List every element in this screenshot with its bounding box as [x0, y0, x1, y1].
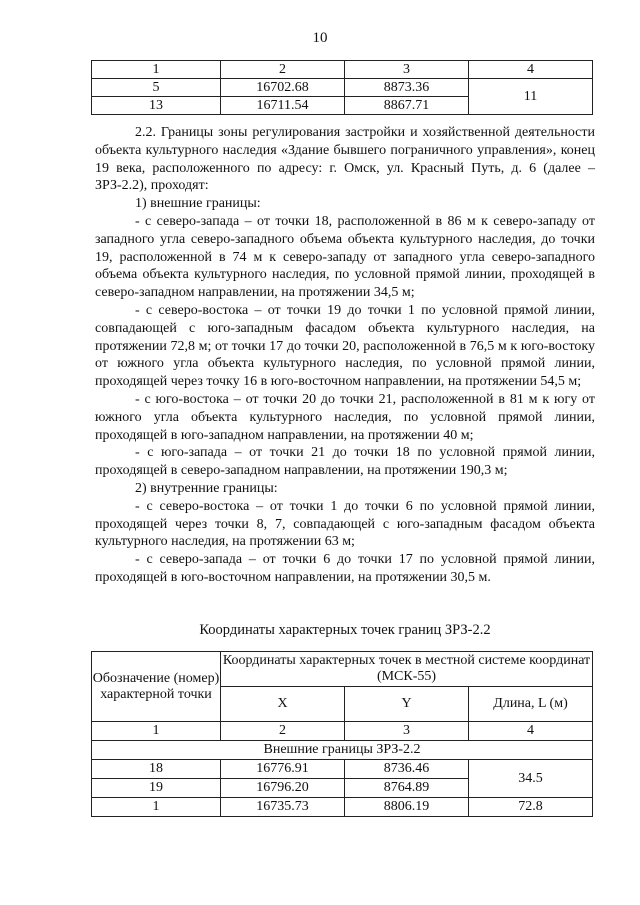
continued-coordinates-table — [91, 60, 593, 115]
section-title: Внешние границы ЗРЗ-2.2 — [92, 741, 593, 760]
coordinates-group-header: Координаты характерных точек в местной системе координат (МСК-55) — [221, 652, 593, 687]
coord-y: 8873.36 — [345, 79, 469, 97]
coord-x: 16796.20 — [221, 779, 345, 798]
paragraph-inner-northwest: - с северо-запада – от точки 6 до точки 17 по условной прямой линии, проходящей в юго-восточном направлении, на протяжении 30,5 м. — [95, 552, 595, 585]
x-column-header: X — [221, 687, 345, 722]
column-number-4: 4 — [469, 722, 593, 741]
column-number-3: 3 — [345, 61, 469, 79]
boundary-description — [95, 124, 595, 587]
paragraph-southeast: - с юго-востока – от точки 20 до точки 21, расположенной в 81 м к югу от южного угла объекта культурного наследия, по условной прямой линии, проходящей в юго-западном направлении, на протяжении 40 м; — [95, 391, 595, 443]
point-designation-header: Обозначение (номер) характерной точки — [92, 652, 221, 722]
coord-x: 16702.68 — [221, 79, 345, 97]
point-number: 13 — [92, 97, 221, 115]
length-column-header: Длина, L (м) — [469, 687, 593, 722]
table-row — [92, 798, 593, 817]
paragraph-southwest: - с юго-запада – от точки 21 до точки 18 по условной прямой линии, проходящей в северо-западном направлении, на протяжении 190,3 м; — [95, 445, 595, 479]
coord-x: 16735.73 — [221, 798, 345, 817]
coord-y: 8764.89 — [345, 779, 469, 798]
coord-y: 8867.71 — [345, 97, 469, 115]
column-number-1: 1 — [92, 722, 221, 741]
section-title-row — [92, 741, 593, 760]
section-intro-paragraph: 2.2. Границы зоны регулирования застройки и хозяйственной деятельности объекта культурного наследия «Здание бывшего пограничного управления», конец 19 века, расположенного по адресу: г. Омск, ул. Красный Путь, д. 6 (далее – ЗРЗ-2.2), проходят: — [95, 125, 595, 194]
column-number-2: 2 — [221, 722, 345, 741]
point-number: 5 — [92, 79, 221, 97]
point-number: 18 — [92, 760, 221, 779]
coord-y: 8806.19 — [345, 798, 469, 817]
column-number-4: 4 — [469, 61, 593, 79]
paragraph-inner-northeast: - с северо-востока – от точки 1 до точки 6 по условной прямой линии, проходящей через точки 8, 7, совпадающей с юго-западным фасадом объекта культурного наследия, на протяжении 63 м; — [95, 498, 595, 550]
page-number: 10 — [312, 30, 328, 46]
inner-boundaries-heading: 2) внутренние границы: — [135, 480, 278, 496]
table-header-row — [92, 652, 593, 687]
table-heading: Координаты характерных точек границ ЗРЗ-2.2 — [199, 622, 491, 638]
column-numbers-row — [92, 722, 593, 741]
point-number: 1 — [92, 798, 221, 817]
y-column-header: Y — [345, 687, 469, 722]
segment-length: 34.5 — [469, 760, 593, 798]
coord-y: 8736.46 — [345, 760, 469, 779]
column-number-2: 2 — [221, 61, 345, 79]
table-row — [92, 79, 593, 97]
table-row — [92, 760, 593, 779]
paragraph-northwest: - с северо-запада – от точки 18, расположенной в 86 м к северо-западу от западного угла северо-западного объема объекта культурного наследия, до точки 19, расположенной в 74 м к северо-западу от западного угла северо-западного объема объекта культурного наследия, по условной прямой линии, проходящей в северо-западном направлении, на протяжении 34,5 м; — [95, 213, 595, 301]
paragraph-northeast: - с северо-востока – от точки 19 до точки 1 по условной прямой линии, совпадающей с юго-западным фасадом объекта культурного наследия, на протяжении 72,8 м; от точки 17 до точки 20, расположенной в 76,5 м к юго-востоку от южного угла объекта культурного наследия, по условной прямой линии, проходящей через точку 16 в юго-восточном направлении, на протяжении 54,5 м; — [95, 302, 595, 390]
segment-length: 11 — [469, 79, 593, 115]
segment-length: 72.8 — [469, 798, 593, 817]
coord-x: 16776.91 — [221, 760, 345, 779]
point-number: 19 — [92, 779, 221, 798]
column-number-1: 1 — [92, 61, 221, 79]
coordinates-table — [91, 651, 593, 817]
coord-x: 16711.54 — [221, 97, 345, 115]
outer-boundaries-heading: 1) внешние границы: — [135, 196, 261, 212]
table-header-row — [92, 61, 593, 79]
column-number-3: 3 — [345, 722, 469, 741]
